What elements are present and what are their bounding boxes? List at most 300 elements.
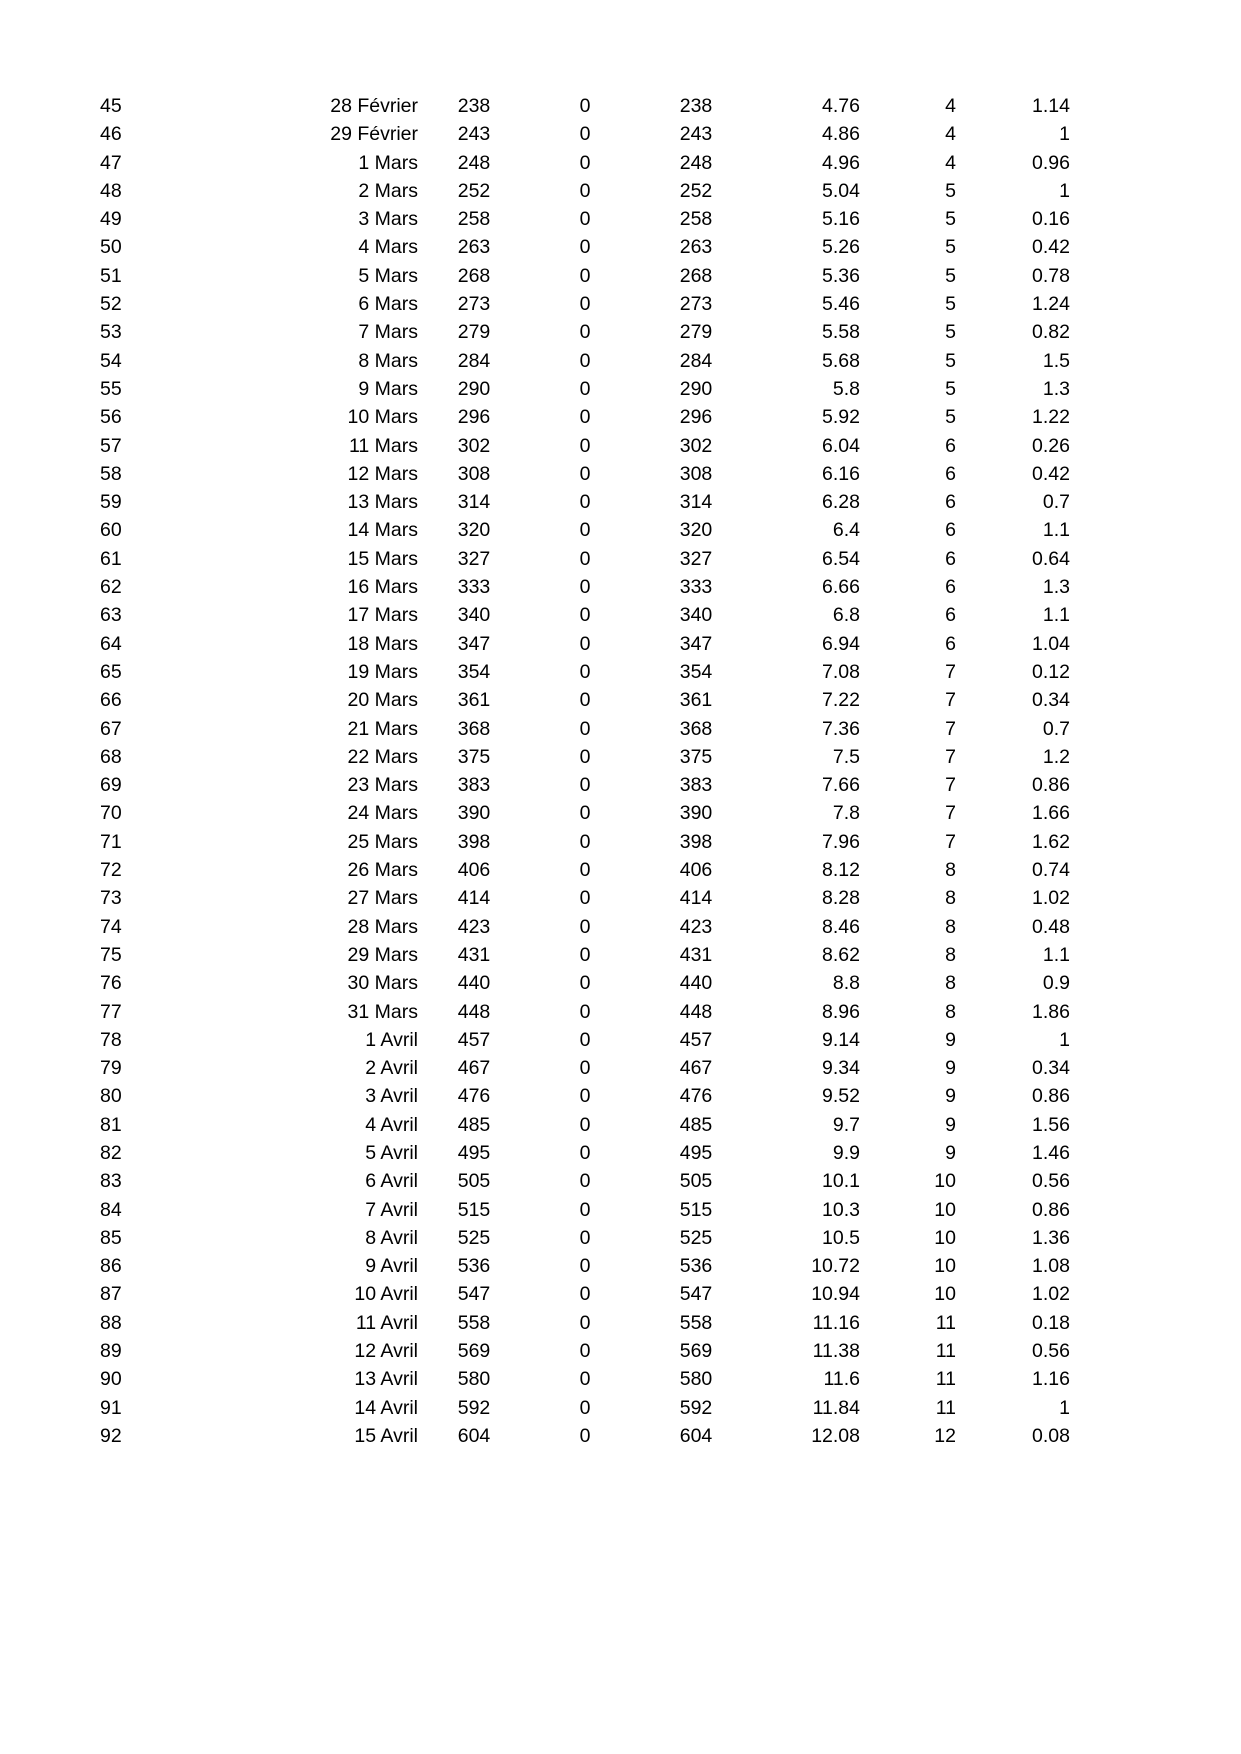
cell-integer-part: 11 (935, 1311, 956, 1334)
cell-integer-part: 8 (945, 859, 956, 882)
cell-cumulative-b: 238 (679, 95, 713, 117)
cell-ratio: 6.66 (822, 576, 860, 599)
cell-date: 11 Mars (349, 434, 418, 457)
cell-integer-part: 8 (945, 943, 956, 966)
cell-cumulative-b: 604 (679, 1424, 713, 1447)
cell-integer-part: 8 (945, 887, 956, 910)
cell-date: 1 Mars (358, 151, 418, 174)
table-row (100, 1139, 1070, 1167)
cell-delta: 1.66 (1032, 802, 1070, 825)
cell-ratio: 6.8 (832, 604, 860, 627)
table-row (100, 1054, 1070, 1082)
table-row (100, 1111, 1070, 1139)
cell-cumulative-a: 495 (457, 1141, 491, 1164)
cell-row-index: 77 (100, 1000, 122, 1023)
cell-cumulative-b: 314 (679, 491, 713, 514)
cell-ratio: 5.92 (822, 406, 860, 429)
cell-row-index: 76 (100, 972, 122, 995)
cell-delta: 1.02 (1032, 887, 1070, 910)
cell-date: 14 Avril (354, 1396, 418, 1419)
cell-cumulative-a: 320 (457, 519, 491, 542)
cell-date: 5 Avril (365, 1141, 418, 1164)
cell-delta: 0.34 (1032, 689, 1070, 712)
cell-cumulative-a: 273 (457, 293, 491, 316)
cell-cumulative-b: 547 (679, 1283, 713, 1306)
cell-zero-column: 0 (579, 519, 591, 542)
cell-integer-part: 10 (934, 1226, 956, 1249)
cell-ratio: 8.8 (832, 972, 860, 995)
cell-row-index: 74 (100, 915, 122, 938)
cell-date: 29 Février (330, 123, 418, 146)
cell-date: 10 Mars (347, 406, 418, 429)
cell-delta: 1.36 (1032, 1226, 1070, 1249)
cell-row-index: 88 (100, 1311, 122, 1334)
cell-integer-part: 7 (945, 745, 956, 768)
cell-date: 4 Avril (365, 1113, 418, 1136)
cell-ratio: 5.36 (822, 264, 860, 287)
cell-cumulative-b: 258 (679, 208, 713, 231)
cell-zero-column: 0 (579, 434, 591, 457)
cell-zero-column: 0 (579, 1198, 591, 1221)
table-row (100, 347, 1070, 375)
table-row (100, 1167, 1070, 1195)
cell-integer-part: 9 (945, 1085, 956, 1108)
cell-ratio: 9.14 (822, 1028, 860, 1051)
cell-ratio: 7.5 (832, 745, 860, 768)
cell-cumulative-a: 448 (457, 1000, 491, 1023)
cell-delta: 1.02 (1032, 1283, 1070, 1306)
cell-row-index: 56 (100, 406, 122, 429)
cell-date: 7 Avril (365, 1198, 418, 1221)
cell-date: 23 Mars (347, 774, 418, 797)
cell-ratio: 10.94 (811, 1283, 860, 1306)
cell-integer-part: 6 (945, 434, 956, 457)
cell-integer-part: 5 (945, 377, 956, 400)
cell-delta: 0.48 (1032, 915, 1070, 938)
cell-ratio: 11.84 (812, 1396, 860, 1419)
cell-date: 15 Avril (354, 1424, 418, 1447)
cell-delta: 0.82 (1032, 321, 1070, 344)
cell-cumulative-a: 268 (457, 264, 491, 287)
cell-cumulative-a: 558 (457, 1311, 491, 1334)
cell-cumulative-b: 592 (679, 1396, 713, 1419)
cell-integer-part: 4 (945, 151, 956, 174)
cell-row-index: 61 (100, 547, 122, 570)
cell-cumulative-a: 302 (457, 434, 491, 457)
cell-row-index: 51 (100, 264, 122, 287)
cell-delta: 0.78 (1032, 264, 1070, 287)
cell-delta: 1 (1059, 1396, 1070, 1419)
cell-ratio: 4.76 (822, 95, 860, 117)
cell-cumulative-a: 243 (457, 123, 491, 146)
cell-ratio: 4.86 (822, 123, 860, 146)
cell-integer-part: 7 (945, 802, 956, 825)
cell-cumulative-b: 296 (679, 406, 713, 429)
cell-ratio: 9.34 (822, 1057, 860, 1080)
cell-row-index: 82 (100, 1141, 122, 1164)
cell-zero-column: 0 (579, 349, 591, 372)
cell-ratio: 11.16 (812, 1311, 860, 1334)
cell-ratio: 5.46 (822, 293, 860, 316)
cell-cumulative-a: 414 (457, 887, 491, 910)
cell-ratio: 5.26 (822, 236, 860, 259)
cell-ratio: 10.1 (822, 1170, 860, 1193)
cell-delta: 1.1 (1042, 519, 1070, 542)
cell-integer-part: 5 (945, 264, 956, 287)
cell-row-index: 60 (100, 519, 122, 542)
cell-date: 12 Avril (354, 1340, 418, 1363)
cell-integer-part: 7 (945, 660, 956, 683)
cell-row-index: 52 (100, 293, 122, 316)
cell-delta: 1.14 (1032, 95, 1070, 117)
data-table-container (100, 92, 1070, 1450)
cell-date: 8 Avril (365, 1226, 418, 1249)
cell-row-index: 58 (100, 462, 122, 485)
cell-cumulative-b: 406 (679, 859, 713, 882)
cell-date: 3 Mars (358, 208, 418, 231)
cell-delta: 0.12 (1032, 660, 1070, 683)
cell-integer-part: 9 (945, 1141, 956, 1164)
cell-cumulative-a: 354 (457, 660, 491, 683)
cell-delta: 0.9 (1042, 972, 1070, 995)
cell-cumulative-a: 361 (457, 689, 491, 712)
cell-date: 31 Mars (347, 1000, 418, 1023)
cell-date: 21 Mars (347, 717, 418, 740)
cell-date: 7 Mars (358, 321, 418, 344)
cell-delta: 1.46 (1032, 1141, 1070, 1164)
cell-cumulative-b: 440 (679, 972, 713, 995)
cell-zero-column: 0 (579, 321, 591, 344)
cell-delta: 0.56 (1032, 1170, 1070, 1193)
cell-cumulative-a: 505 (457, 1170, 491, 1193)
cell-ratio: 11.6 (823, 1368, 860, 1391)
cell-cumulative-a: 536 (457, 1255, 491, 1278)
cell-delta: 0.08 (1032, 1424, 1070, 1447)
cell-delta: 0.86 (1032, 1085, 1070, 1108)
cell-integer-part: 4 (945, 123, 956, 146)
cell-ratio: 9.52 (822, 1085, 860, 1108)
cell-delta: 0.7 (1042, 717, 1070, 740)
cell-zero-column: 0 (579, 689, 591, 712)
cell-ratio: 10.72 (811, 1255, 860, 1278)
table-row (100, 205, 1070, 233)
table-row (100, 318, 1070, 346)
cell-zero-column: 0 (579, 1170, 591, 1193)
cell-row-index: 92 (100, 1424, 122, 1447)
cell-cumulative-b: 361 (679, 689, 713, 712)
cell-zero-column: 0 (579, 972, 591, 995)
cell-delta: 1.3 (1042, 576, 1070, 599)
cell-cumulative-a: 406 (457, 859, 491, 882)
cell-cumulative-b: 248 (679, 151, 713, 174)
cell-delta: 0.18 (1032, 1311, 1070, 1334)
cell-cumulative-b: 383 (679, 774, 713, 797)
cell-row-index: 67 (100, 717, 122, 740)
table-row (100, 432, 1070, 460)
table-row (100, 573, 1070, 601)
cell-cumulative-b: 368 (679, 717, 713, 740)
cell-integer-part: 6 (945, 632, 956, 655)
table-row (100, 913, 1070, 941)
cell-zero-column: 0 (579, 179, 591, 202)
table-row (100, 771, 1070, 799)
cell-cumulative-a: 263 (457, 236, 491, 259)
cell-cumulative-a: 383 (457, 774, 491, 797)
cell-cumulative-b: 423 (679, 915, 713, 938)
cell-ratio: 6.16 (822, 462, 860, 485)
cell-delta: 1 (1059, 179, 1070, 202)
table-row (100, 969, 1070, 997)
cell-cumulative-b: 536 (679, 1255, 713, 1278)
cell-ratio: 7.8 (832, 802, 860, 825)
cell-cumulative-a: 525 (457, 1226, 491, 1249)
cell-ratio: 7.66 (822, 774, 860, 797)
cell-cumulative-a: 467 (457, 1057, 491, 1080)
cell-ratio: 5.04 (822, 179, 860, 202)
cell-delta: 1 (1059, 123, 1070, 146)
table-row (100, 545, 1070, 573)
cell-ratio: 6.04 (822, 434, 860, 457)
cell-delta: 0.56 (1032, 1340, 1070, 1363)
table-row (100, 658, 1070, 686)
cell-date: 13 Avril (354, 1368, 418, 1391)
cell-date: 28 Février (330, 95, 418, 117)
table-row (100, 177, 1070, 205)
cell-integer-part: 6 (945, 519, 956, 542)
cell-zero-column: 0 (579, 406, 591, 429)
cell-row-index: 57 (100, 434, 122, 457)
cell-cumulative-b: 495 (679, 1141, 713, 1164)
cell-date: 9 Avril (365, 1255, 418, 1278)
cell-row-index: 69 (100, 774, 122, 797)
cell-date: 25 Mars (347, 830, 418, 853)
cell-cumulative-b: 263 (679, 236, 713, 259)
table-row (100, 799, 1070, 827)
cell-cumulative-a: 547 (457, 1283, 491, 1306)
cell-row-index: 85 (100, 1226, 122, 1249)
cell-row-index: 64 (100, 632, 122, 655)
cell-zero-column: 0 (579, 604, 591, 627)
cell-ratio: 5.68 (822, 349, 860, 372)
cell-cumulative-b: 354 (679, 660, 713, 683)
cell-zero-column: 0 (579, 830, 591, 853)
cell-date: 2 Avril (365, 1057, 418, 1080)
table-row (100, 1252, 1070, 1280)
cell-ratio: 5.8 (832, 377, 860, 400)
cell-cumulative-b: 569 (679, 1340, 713, 1363)
cell-row-index: 53 (100, 321, 122, 344)
cell-zero-column: 0 (579, 293, 591, 316)
cell-zero-column: 0 (579, 915, 591, 938)
table-row (100, 1337, 1070, 1365)
cell-row-index: 89 (100, 1340, 122, 1363)
cell-row-index: 91 (100, 1396, 122, 1419)
cell-row-index: 63 (100, 604, 122, 627)
table-row (100, 941, 1070, 969)
cell-integer-part: 5 (945, 349, 956, 372)
cell-date: 13 Mars (347, 491, 418, 514)
cell-ratio: 7.36 (822, 717, 860, 740)
cell-row-index: 62 (100, 576, 122, 599)
cell-zero-column: 0 (579, 1141, 591, 1164)
cell-integer-part: 5 (945, 406, 956, 429)
cell-delta: 0.42 (1032, 462, 1070, 485)
cell-integer-part: 10 (934, 1255, 956, 1278)
cell-zero-column: 0 (579, 1028, 591, 1051)
cell-row-index: 79 (100, 1057, 122, 1080)
cell-delta: 1.22 (1032, 406, 1070, 429)
cell-zero-column: 0 (579, 576, 591, 599)
cell-cumulative-b: 431 (679, 943, 713, 966)
cell-zero-column: 0 (579, 1085, 591, 1108)
cell-cumulative-b: 476 (679, 1085, 713, 1108)
cell-cumulative-a: 398 (457, 830, 491, 853)
cell-integer-part: 9 (945, 1057, 956, 1080)
cell-date: 6 Mars (358, 293, 418, 316)
cell-row-index: 71 (100, 830, 122, 853)
cell-cumulative-b: 505 (679, 1170, 713, 1193)
cell-cumulative-b: 333 (679, 576, 713, 599)
cell-ratio: 6.54 (822, 547, 860, 570)
cell-row-index: 70 (100, 802, 122, 825)
cell-integer-part: 11 (935, 1368, 956, 1391)
cell-integer-part: 7 (945, 830, 956, 853)
cell-cumulative-b: 243 (679, 123, 713, 146)
table-row (100, 233, 1070, 261)
cell-integer-part: 5 (945, 321, 956, 344)
cell-cumulative-a: 440 (457, 972, 491, 995)
table-row (100, 1196, 1070, 1224)
cell-cumulative-b: 320 (679, 519, 713, 542)
cell-integer-part: 8 (945, 972, 956, 995)
table-row (100, 375, 1070, 403)
cell-row-index: 65 (100, 660, 122, 683)
cell-integer-part: 11 (935, 1396, 956, 1419)
cell-cumulative-b: 580 (679, 1368, 713, 1391)
cell-zero-column: 0 (579, 1340, 591, 1363)
table-row (100, 120, 1070, 148)
cell-row-index: 47 (100, 151, 122, 174)
cell-cumulative-a: 248 (457, 151, 491, 174)
cell-integer-part: 7 (945, 717, 956, 740)
cell-zero-column: 0 (579, 1113, 591, 1136)
cell-cumulative-a: 569 (457, 1340, 491, 1363)
cell-date: 3 Avril (365, 1085, 418, 1108)
cell-cumulative-a: 279 (457, 321, 491, 344)
table-row (100, 630, 1070, 658)
cell-ratio: 5.16 (822, 208, 860, 231)
data-table (100, 92, 1070, 1450)
cell-delta: 1.86 (1032, 1000, 1070, 1023)
cell-row-index: 48 (100, 179, 122, 202)
cell-zero-column: 0 (579, 462, 591, 485)
cell-ratio: 8.28 (822, 887, 860, 910)
cell-cumulative-a: 368 (457, 717, 491, 740)
cell-delta: 1.04 (1032, 632, 1070, 655)
cell-delta: 1.3 (1042, 377, 1070, 400)
cell-ratio: 8.12 (822, 859, 860, 882)
cell-zero-column: 0 (579, 774, 591, 797)
cell-row-index: 75 (100, 943, 122, 966)
table-row (100, 1394, 1070, 1422)
table-row (100, 290, 1070, 318)
table-row (100, 1365, 1070, 1393)
cell-ratio: 8.46 (822, 915, 860, 938)
table-row (100, 488, 1070, 516)
cell-cumulative-b: 398 (679, 830, 713, 853)
cell-integer-part: 8 (945, 1000, 956, 1023)
cell-integer-part: 5 (945, 179, 956, 202)
cell-delta: 1.1 (1042, 943, 1070, 966)
data-table-body (100, 92, 1070, 1450)
table-row (100, 1082, 1070, 1110)
cell-cumulative-a: 314 (457, 491, 491, 514)
cell-row-index: 54 (100, 349, 122, 372)
cell-integer-part: 5 (945, 208, 956, 231)
cell-cumulative-a: 457 (457, 1028, 491, 1051)
table-row (100, 149, 1070, 177)
cell-date: 18 Mars (347, 632, 418, 655)
cell-integer-part: 10 (934, 1283, 956, 1306)
cell-zero-column: 0 (579, 887, 591, 910)
cell-date: 26 Mars (347, 859, 418, 882)
cell-cumulative-b: 515 (679, 1198, 713, 1221)
cell-cumulative-b: 375 (679, 745, 713, 768)
cell-integer-part: 10 (934, 1170, 956, 1193)
cell-delta: 1.16 (1032, 1368, 1070, 1391)
cell-cumulative-b: 302 (679, 434, 713, 457)
cell-cumulative-a: 485 (457, 1113, 491, 1136)
cell-date: 30 Mars (347, 972, 418, 995)
cell-ratio: 5.58 (822, 321, 860, 344)
cell-delta: 1 (1059, 1028, 1070, 1051)
cell-cumulative-a: 333 (457, 576, 491, 599)
cell-cumulative-a: 238 (457, 95, 491, 117)
cell-cumulative-b: 273 (679, 293, 713, 316)
cell-date: 24 Mars (347, 802, 418, 825)
cell-delta: 0.7 (1042, 491, 1070, 514)
cell-zero-column: 0 (579, 1368, 591, 1391)
cell-cumulative-b: 390 (679, 802, 713, 825)
table-row (100, 1422, 1070, 1450)
cell-cumulative-a: 347 (457, 632, 491, 655)
cell-zero-column: 0 (579, 208, 591, 231)
cell-cumulative-b: 290 (679, 377, 713, 400)
cell-cumulative-a: 580 (457, 1368, 491, 1391)
table-row (100, 92, 1070, 120)
cell-cumulative-b: 558 (679, 1311, 713, 1334)
cell-cumulative-a: 515 (457, 1198, 491, 1221)
cell-delta: 0.86 (1032, 1198, 1070, 1221)
cell-zero-column: 0 (579, 1255, 591, 1278)
cell-ratio: 8.96 (822, 1000, 860, 1023)
cell-integer-part: 6 (945, 491, 956, 514)
table-row (100, 1280, 1070, 1308)
table-row (100, 686, 1070, 714)
cell-cumulative-b: 414 (679, 887, 713, 910)
cell-row-index: 45 (100, 95, 122, 117)
cell-row-index: 80 (100, 1085, 122, 1108)
cell-ratio: 7.22 (822, 689, 860, 712)
cell-cumulative-b: 279 (679, 321, 713, 344)
cell-delta: 0.96 (1032, 151, 1070, 174)
cell-ratio: 7.08 (822, 660, 860, 683)
cell-zero-column: 0 (579, 802, 591, 825)
cell-date: 28 Mars (347, 915, 418, 938)
cell-date: 12 Mars (347, 462, 418, 485)
cell-zero-column: 0 (579, 745, 591, 768)
cell-zero-column: 0 (579, 1311, 591, 1334)
